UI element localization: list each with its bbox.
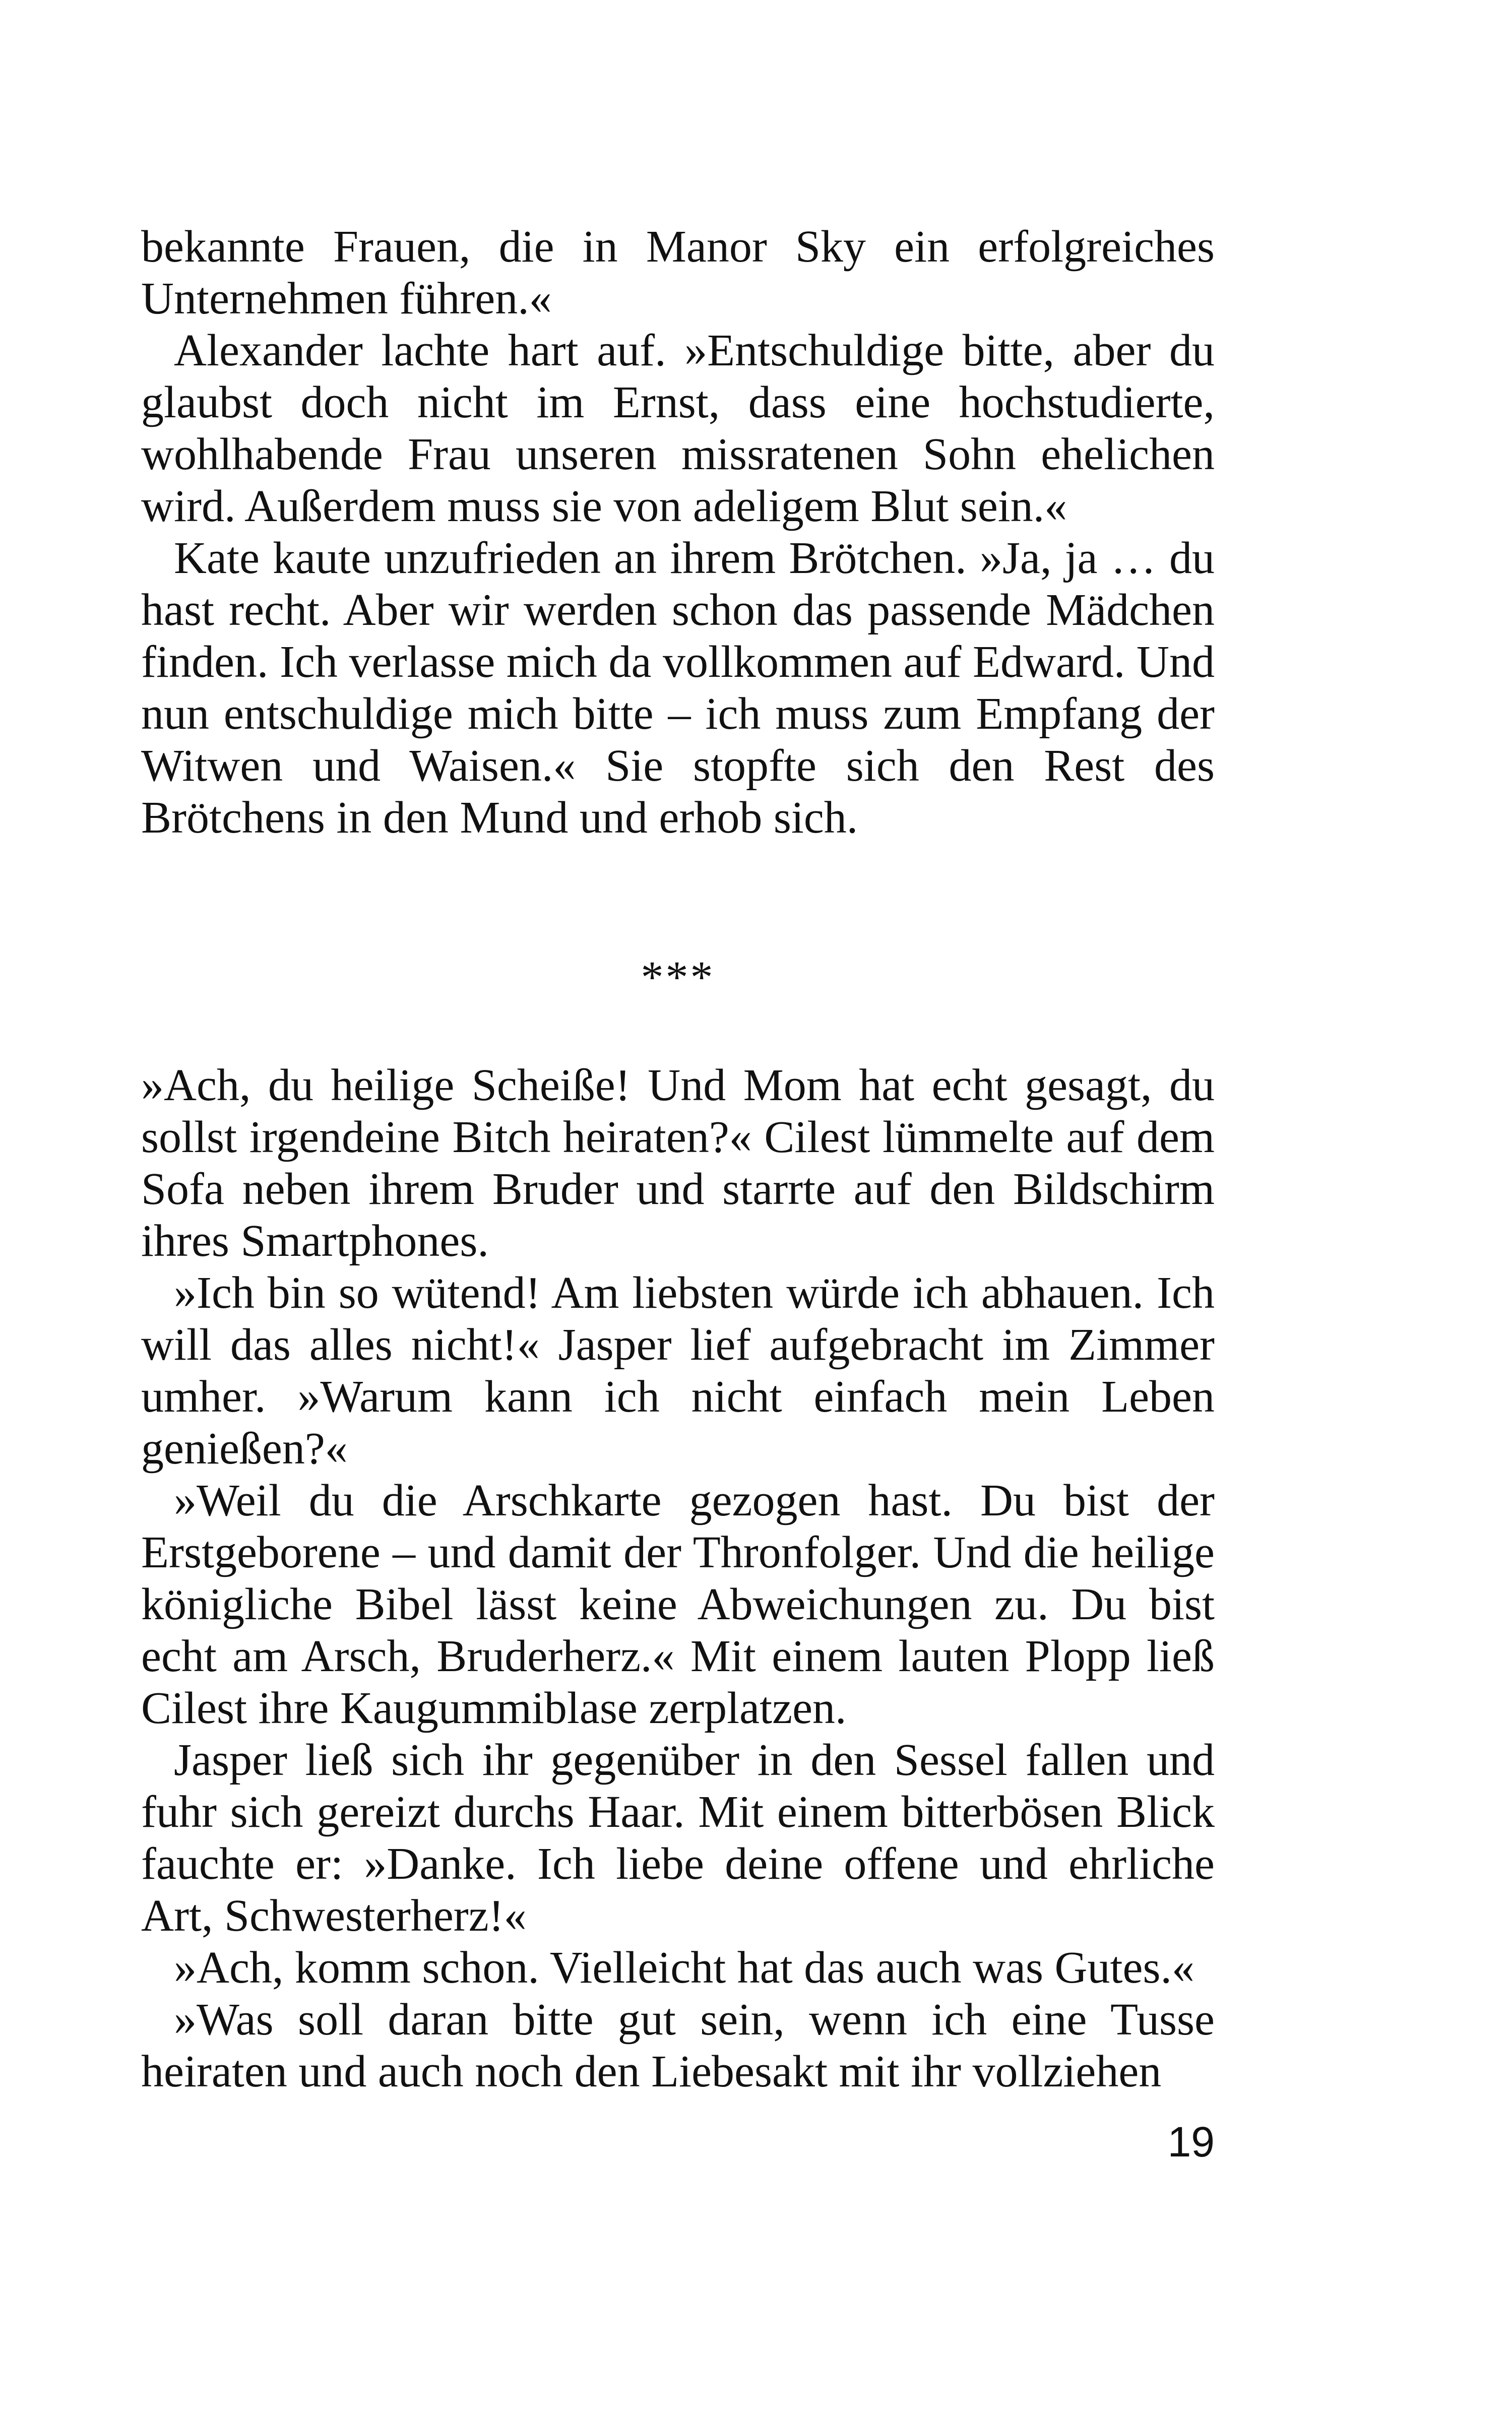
paragraph-arschkarte: »Weil du die Arschkarte gezogen hast. Du bist der Erstgeborene – und damit der Thronfolger. Und die heilige königliche Bibel lässt keine Abweichungen zu. Du bist echt am Arsch, Bruderherz.« Mit einem lauten Plopp ließ Cilest ihre Kaugummiblase zerplatzen. bbox=[141, 1476, 1215, 1733]
paragraph-komm-schon: »Ach, komm schon. Vielleicht hat das auch was Gutes.« bbox=[174, 1943, 1194, 1993]
section-separator: *** bbox=[641, 952, 715, 1002]
page-number: 19 bbox=[1167, 2118, 1215, 2166]
paragraph-tusse: »Was soll daran bitte gut sein, wenn ich eine Tusse heiraten und auch noch den Liebesakt mit ihr vollziehen bbox=[141, 1995, 1215, 2096]
top-text-block bbox=[141, 221, 1215, 844]
paragraph-kate: Kate kaute unzufrieden an ihrem Brötchen. »Ja, ja … du hast recht. Aber wir werden schon das passende Mädchen finden. Ich verlasse mich da vollkommen auf Edward. Und nun entschuldige mich bitte – ich muss zum Empfang der Witwen und Waisen.« Sie stopfte sich den Rest des Brötchens in den Mund und erhob sich. bbox=[141, 533, 1215, 843]
paragraph-jasper-sessel: Jasper ließ sich ihr gegenüber in den Sessel fallen und fuhr sich gereizt durchs Haar. Mit einem bitterbösen Blick fauchte er: »Danke. Ich liebe deine offene und ehrliche Art, Schwesterherz!« bbox=[141, 1735, 1215, 1941]
paragraph-alexander: Alexander lachte hart auf. »Entschuldige bitte, aber du glaubst doch nicht im Ernst, dass eine hochstudierte, wohlhabende Frau unseren missratenen Sohn ehelichen wird. Außerdem muss sie von adeligem Blut sein.« bbox=[141, 326, 1215, 531]
paragraph-continuation: bekannte Frauen, die in Manor Sky ein erfolgreiches Unternehmen führen.« bbox=[141, 222, 1215, 324]
paragraph-jasper-angry: »Ich bin so wütend! Am liebsten würde ich abhauen. Ich will das alles nicht!« Jasper lief aufgebracht im Zimmer umher. »Warum kann ich nicht einfach mein Leben genießen?« bbox=[141, 1268, 1215, 1474]
bottom-text-block bbox=[141, 1059, 1215, 2097]
paragraph-cilest-intro: »Ach, du heilige Scheiße! Und Mom hat echt gesagt, du sollst irgendeine Bitch heiraten?« Cilest lümmelte auf dem Sofa neben ihrem Bruder und starrte auf den Bildschirm ihres Smartphones. bbox=[141, 1060, 1215, 1266]
